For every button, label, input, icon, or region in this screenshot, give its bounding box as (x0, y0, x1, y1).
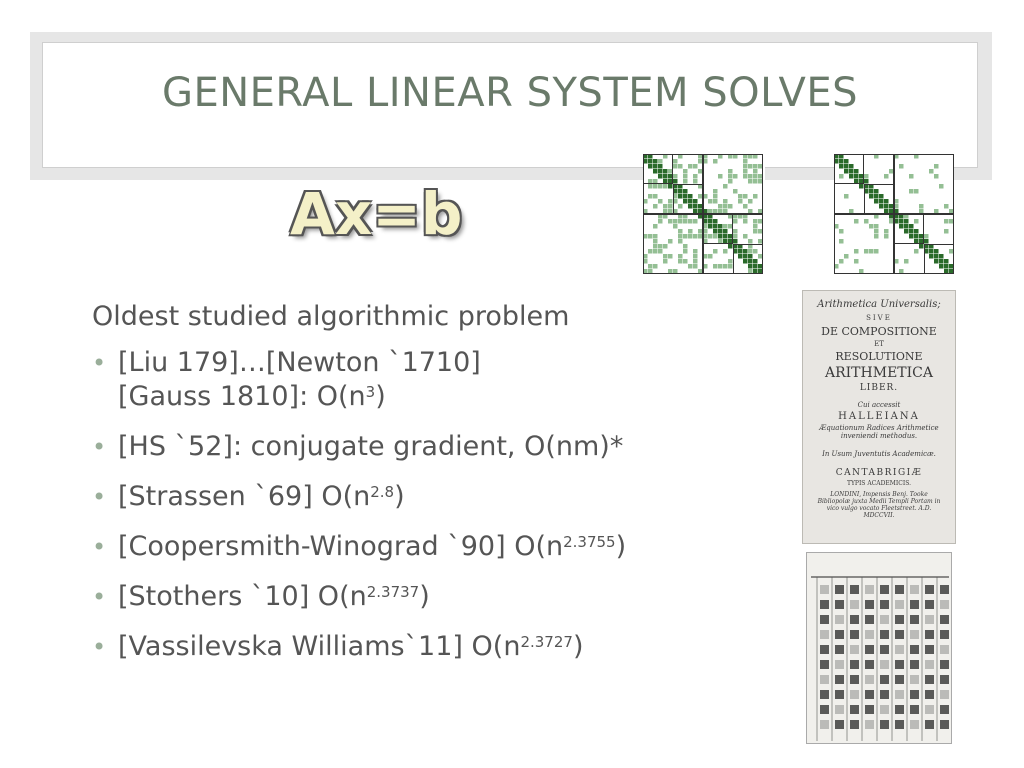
sparse-matrix-image-2 (834, 154, 954, 274)
slide-body (92, 298, 792, 680)
bullet-item-strassen: • [Strassen `69] $O(n^{2.8})$ (92, 480, 792, 514)
bullet-item-williams: • [Vassilevska Williams`11] $O(n^{2.3727})$ (92, 630, 792, 664)
bullet-item-stothers: • [Stothers `10] $O(n^{2.3737})$ (92, 580, 792, 614)
bullet-list (92, 346, 792, 664)
sparse-matrix-image-1 (643, 154, 765, 274)
bullet-gauss: [Gauss 1810]: $O(n^3)$ (118, 381, 386, 412)
chinese-manuscript-image (806, 552, 952, 744)
bullet-item-coopersmith: • [Coopersmith-Winograd `90] $O(n^{2.3755})$ (92, 530, 792, 564)
slide-title: GENERAL LINEAR SYSTEM SOLVES (161, 70, 859, 116)
newton-book-title-page: Arithmetica Universalis; SIVE DE COMPOSITIONE ET RESOLUTIONE ARITHMETICA LIBER. Cui accessit HALLEIANA Æquationum Radices Arithmetice inveniendi methodus. In Usum Juventutis Academicæ. CANTABRIGIÆ TYPIS ACADEMICIS. LONDINI, Impensis Benj. Tooke Bibliopolæ juxta Medii Templi Portam in vico vulgo vocato Fleetstreet. A.D. MDCCVII. (802, 290, 956, 544)
lead-text: Oldest studied algorithmic problem (92, 301, 570, 332)
equation-heading: Ax=b (290, 180, 463, 248)
bullet-liu-newton: • [Liu 179]…[Newton `1710] (118, 347, 481, 378)
bullet-item-hs: • [HS `52]: conjugate gradient, O(nm)* (92, 430, 792, 464)
bullet-item-history (92, 346, 792, 414)
